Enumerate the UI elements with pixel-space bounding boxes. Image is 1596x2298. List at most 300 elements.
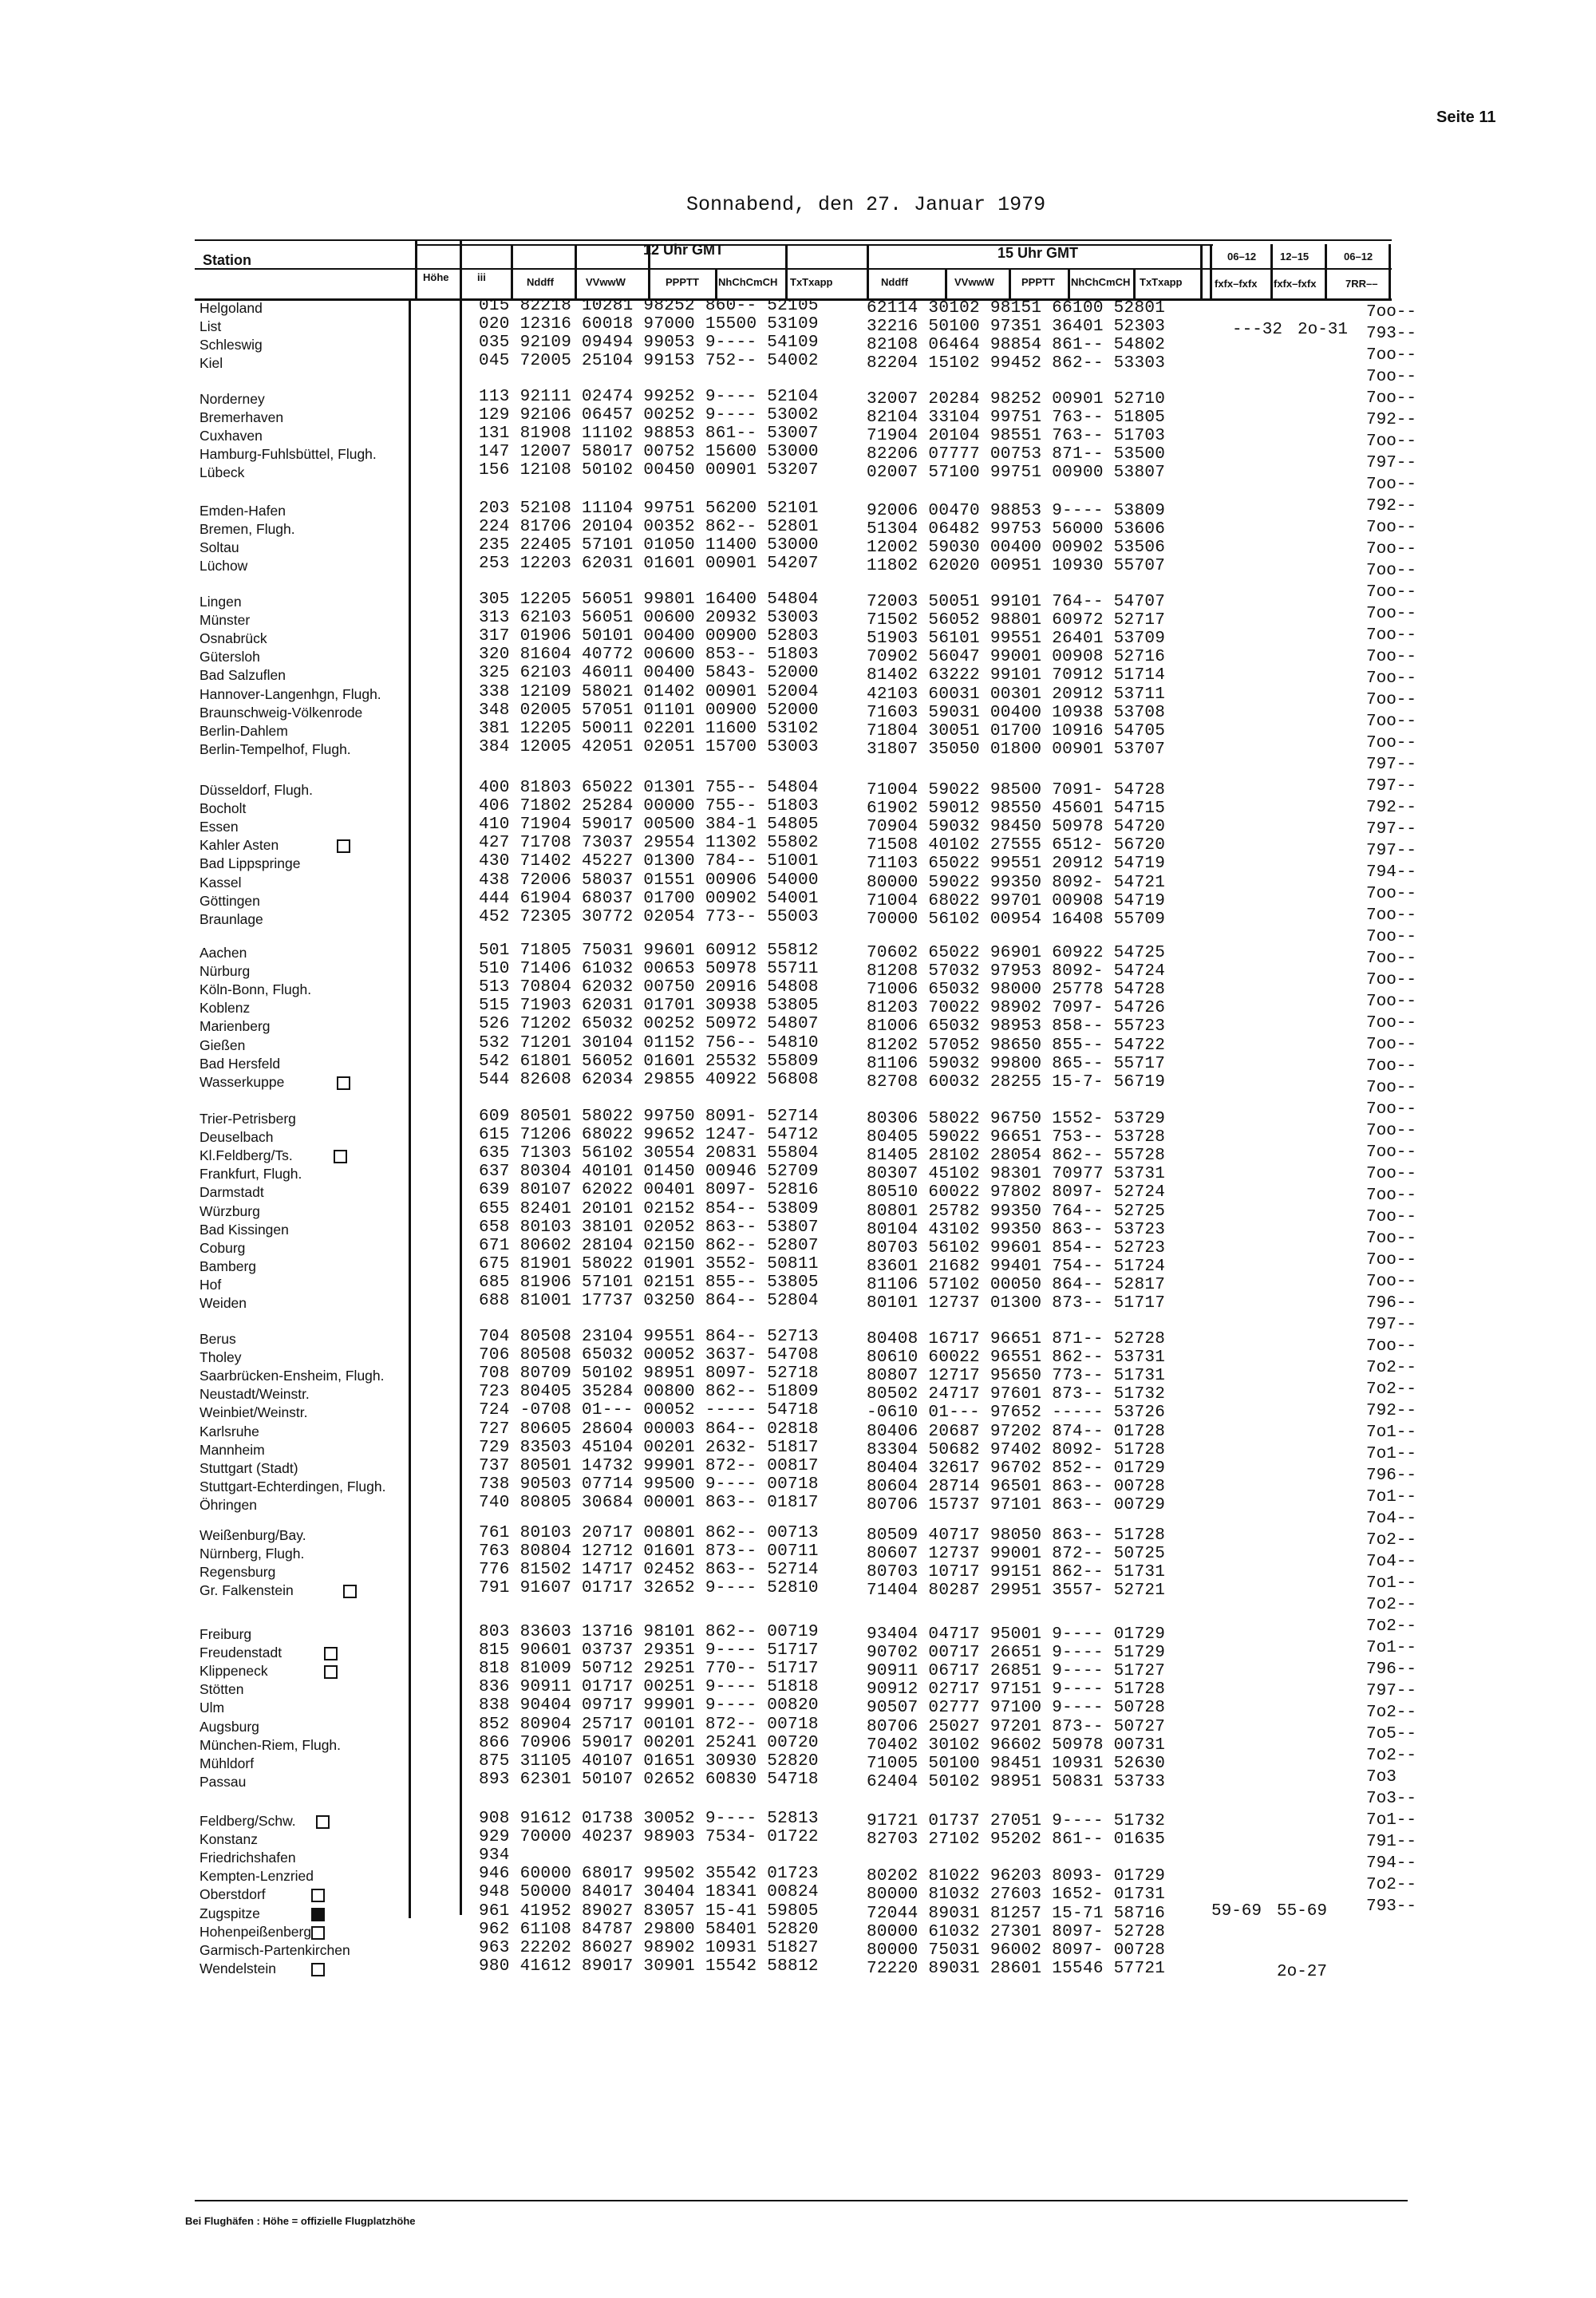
obs-12-row: 708 80709 50102 98951 8097- 52718 bbox=[479, 1364, 819, 1384]
obs-12-row: 444 61904 68037 01700 00902 54001 bbox=[479, 889, 819, 908]
station-label: Berus bbox=[200, 1331, 236, 1347]
station-name bbox=[200, 1960, 276, 1977]
precip-value: 7o2-- bbox=[1366, 1596, 1417, 1614]
obs-15-row: 81106 59032 99800 865-- 55717 bbox=[867, 1054, 1166, 1073]
station-name bbox=[200, 1527, 306, 1544]
obs-15-row: 71103 65022 99551 20912 54719 bbox=[867, 855, 1166, 874]
station-name bbox=[200, 558, 247, 574]
station-name bbox=[200, 1240, 245, 1257]
station-name bbox=[200, 1147, 293, 1164]
station-name bbox=[200, 1645, 282, 1661]
station-label: Berlin-Dahlem bbox=[200, 722, 288, 739]
obs-15-row: 72220 89031 28601 15546 57721 bbox=[867, 1959, 1166, 1978]
station-name bbox=[200, 1386, 310, 1403]
precip-value: 7o1-- bbox=[1366, 1445, 1417, 1463]
precip-value: 7oo-- bbox=[1366, 993, 1417, 1011]
precip-value: 797-- bbox=[1366, 842, 1417, 860]
obs-12-row: 015 82218 10281 98252 860-- 52105 bbox=[479, 297, 819, 315]
obs-12-row: 723 80405 35284 00800 862-- 51809 bbox=[479, 1383, 819, 1402]
station-name bbox=[200, 1831, 258, 1848]
obs-12-row: 803 83603 13716 98101 862-- 00719 bbox=[479, 1623, 819, 1641]
station-label: Koblenz bbox=[200, 1000, 251, 1017]
station-name bbox=[200, 1850, 296, 1866]
station-label: Kahler Asten bbox=[200, 837, 279, 854]
station-label: Lüchow bbox=[200, 558, 248, 574]
obs-12-row: 729 83503 45104 00201 2632- 51817 bbox=[479, 1438, 819, 1457]
obs-15-row: 80703 56102 99601 854-- 52723 bbox=[867, 1238, 1166, 1258]
obs-12-row: 946 60000 68017 99502 35542 01723 bbox=[479, 1865, 819, 1884]
obs-15-row: 80000 81032 27603 1652- 01731 bbox=[867, 1885, 1166, 1905]
obs-12-row: 963 22202 86027 98902 10931 51827 bbox=[479, 1938, 819, 1957]
header-nhch-12: NhChCmCH bbox=[718, 276, 778, 288]
station-name bbox=[200, 1497, 257, 1514]
station-label: Kl.Feldberg/Ts. bbox=[200, 1147, 293, 1164]
obs-15-row: 80406 20687 97202 874-- 01728 bbox=[867, 1422, 1166, 1441]
precip-value: 7oo-- bbox=[1366, 1100, 1417, 1119]
station-name bbox=[200, 428, 263, 444]
obs-15-row: 71508 40102 27555 6512- 56720 bbox=[867, 836, 1166, 855]
obs-15-row: 70402 30102 96602 50978 00731 bbox=[867, 1735, 1166, 1755]
precip-value: 7o1-- bbox=[1366, 1639, 1417, 1657]
station-label: Gießen bbox=[200, 1036, 246, 1053]
obs-12-row: 313 62103 56051 00600 20932 53003 bbox=[479, 609, 819, 628]
obs-15-row: 81202 57052 98650 855-- 54722 bbox=[867, 1036, 1166, 1055]
precip-value: 7o2-- bbox=[1366, 1380, 1417, 1399]
precip-value: 7o1-- bbox=[1366, 1423, 1417, 1442]
station-name bbox=[200, 1755, 254, 1772]
obs-15-row: 80306 58022 96750 1552- 53729 bbox=[867, 1110, 1166, 1128]
station-name bbox=[200, 594, 242, 610]
precip-value: 796-- bbox=[1366, 1660, 1417, 1679]
precip-value: 7oo-- bbox=[1366, 1273, 1417, 1291]
obs-15-row: 81203 70022 98902 7097- 54726 bbox=[867, 999, 1166, 1018]
obs-15-row: 80801 25782 99350 764-- 52725 bbox=[867, 1202, 1166, 1221]
precip-value: 7oo-- bbox=[1366, 1337, 1417, 1356]
station-label: Freudenstadt bbox=[200, 1645, 282, 1661]
station-name bbox=[200, 1681, 243, 1698]
station-name bbox=[200, 945, 247, 961]
obs-15-row: 80706 25027 97201 873-- 50727 bbox=[867, 1717, 1166, 1736]
station-name bbox=[200, 1813, 296, 1830]
obs-15-row: 32216 50100 97351 36401 52303 bbox=[867, 318, 1166, 337]
station-label: Garmisch-Partenkirchen bbox=[200, 1941, 350, 1958]
header-vvwww-15: VVwwW bbox=[954, 276, 994, 288]
station-name bbox=[200, 800, 246, 817]
obs-12-row: 224 81706 20104 00352 862-- 52801 bbox=[479, 518, 819, 537]
precip-value: 7oo-- bbox=[1366, 432, 1417, 451]
station-name bbox=[200, 911, 263, 928]
station-name bbox=[200, 1258, 256, 1275]
obs-15-row: 02007 57100 99751 00900 53807 bbox=[867, 464, 1166, 483]
obs-12-row: 635 71303 56102 30554 20831 55804 bbox=[479, 1144, 819, 1163]
obs-12-row: 706 80508 65032 00052 3637- 54708 bbox=[479, 1346, 819, 1365]
station-label: Hamburg-Fuhlsbüttel, Flugh. bbox=[200, 446, 377, 463]
obs-12-row: 893 62301 50107 02652 60830 54718 bbox=[479, 1770, 819, 1789]
obs-15-row: 80604 28714 96501 863-- 00728 bbox=[867, 1477, 1166, 1496]
station-name bbox=[200, 1111, 296, 1127]
obs-15-row: 90702 00717 26651 9---- 51729 bbox=[867, 1644, 1166, 1663]
obs-12-row: 948 50000 84017 30404 18341 00824 bbox=[479, 1883, 819, 1902]
station-name bbox=[200, 612, 250, 629]
station-name bbox=[200, 1018, 271, 1035]
obs-15-row: 11802 62020 00951 10930 55707 bbox=[867, 557, 1166, 576]
obs-12-row: 675 81901 58022 01901 3552- 50811 bbox=[479, 1254, 819, 1273]
obs-15-row: 62114 30102 98151 66100 52801 bbox=[867, 299, 1166, 318]
station-label: Konstanz bbox=[200, 1831, 258, 1848]
obs-12-row: 501 71805 75031 99601 60912 55812 bbox=[479, 942, 819, 960]
square-icon bbox=[337, 839, 350, 853]
station-label: Schleswig bbox=[200, 337, 263, 353]
station-name bbox=[200, 1184, 264, 1201]
obs-15-row: 90507 02777 97100 9---- 50728 bbox=[867, 1699, 1166, 1718]
precip-value: 7oo-- bbox=[1366, 476, 1417, 494]
precip-value: 7oo-- bbox=[1366, 389, 1417, 408]
station-name bbox=[200, 630, 267, 647]
precip-value: 7oo-- bbox=[1366, 1187, 1417, 1205]
obs-12-row: 934 bbox=[479, 1846, 510, 1866]
station-name bbox=[200, 1203, 260, 1220]
obs-12-row: 776 81502 14717 02452 863-- 52714 bbox=[479, 1561, 819, 1580]
precip-value: 7oo-- bbox=[1366, 713, 1417, 731]
precip-value: 797-- bbox=[1366, 777, 1417, 796]
obs-15-row: 71006 65032 98000 25778 54728 bbox=[867, 981, 1166, 1000]
precip-value: 7o4-- bbox=[1366, 1510, 1417, 1528]
obs-15-row: 80509 40717 98050 863-- 51728 bbox=[867, 1526, 1166, 1545]
station-label: Düsseldorf, Flugh. bbox=[200, 782, 314, 798]
obs-12-row: 156 12108 50102 00450 00901 53207 bbox=[479, 461, 819, 480]
station-name bbox=[200, 1074, 284, 1091]
obs-15-row: 90911 06717 26851 9---- 51727 bbox=[867, 1662, 1166, 1681]
precip-value: 7oo-- bbox=[1366, 1036, 1417, 1054]
station-label: Osnabrück bbox=[200, 630, 267, 647]
precip-value: 793-- bbox=[1366, 1897, 1417, 1916]
obs-15-row: 80104 43102 99350 863-- 53723 bbox=[867, 1220, 1166, 1239]
station-name bbox=[200, 782, 313, 799]
square-icon bbox=[343, 1585, 357, 1598]
obs-15-row: 80307 45102 98301 70977 53731 bbox=[867, 1165, 1166, 1184]
obs-12-row: 866 70906 59017 00201 25241 00720 bbox=[479, 1733, 819, 1752]
extra-zugspitze-a: 59-69 bbox=[1211, 1902, 1262, 1921]
precip-value: 794-- bbox=[1366, 863, 1417, 882]
station-label: Karlsruhe bbox=[200, 1423, 259, 1439]
obs-12-row: 400 81803 65022 01301 755-- 54804 bbox=[479, 779, 819, 797]
obs-12-row: 724 -0708 01--- 00052 ----- 54718 bbox=[479, 1401, 819, 1420]
station-label: Bocholt bbox=[200, 800, 247, 817]
station-label: Kiel bbox=[200, 355, 223, 372]
station-label: Nürburg bbox=[200, 963, 251, 980]
station-label: Münster bbox=[200, 612, 251, 629]
obs-12-row: 113 92111 02474 99252 9---- 52104 bbox=[479, 388, 819, 406]
precip-value: 7oo-- bbox=[1366, 583, 1417, 602]
precip-value: 7o1-- bbox=[1366, 1811, 1417, 1830]
obs-12-row: 317 01906 50101 00400 00900 52803 bbox=[479, 627, 819, 646]
obs-15-row: 80502 24717 97601 873-- 51732 bbox=[867, 1385, 1166, 1404]
obs-15-row: 61902 59012 98550 45601 54715 bbox=[867, 800, 1166, 819]
obs-15-row: 80610 60022 96551 862-- 53731 bbox=[867, 1348, 1166, 1368]
header-txtx-15: TxTxapp bbox=[1140, 276, 1183, 288]
station-name bbox=[200, 1166, 302, 1183]
station-label: Bremen, Flugh. bbox=[200, 521, 295, 538]
obs-12-row: 253 12203 62031 01601 00901 54207 bbox=[479, 555, 819, 574]
station-name bbox=[200, 1056, 280, 1072]
station-label: Weißenburg/Bay. bbox=[200, 1527, 306, 1543]
station-name bbox=[200, 686, 381, 703]
precip-value: 7oo-- bbox=[1366, 1230, 1417, 1248]
obs-12-row: 908 91612 01738 30052 9---- 52813 bbox=[479, 1810, 819, 1828]
station-label: Gr. Falkenstein bbox=[200, 1582, 294, 1599]
station-label: Gütersloh bbox=[200, 649, 260, 665]
station-name bbox=[200, 355, 223, 372]
obs-15-row: 71502 56052 98801 60972 52717 bbox=[867, 611, 1166, 630]
station-label: Braunschweig-Völkenrode bbox=[200, 704, 363, 721]
obs-12-row: 320 81604 40772 00600 853-- 51803 bbox=[479, 646, 819, 665]
precip-value: 7oo-- bbox=[1366, 1122, 1417, 1140]
station-name bbox=[200, 1368, 385, 1384]
precip-value: 7oo-- bbox=[1366, 669, 1417, 688]
obs-12-row: 406 71802 25284 00000 755-- 51803 bbox=[479, 797, 819, 816]
precip-value: 7o5-- bbox=[1366, 1725, 1417, 1743]
station-label: List bbox=[200, 318, 222, 335]
obs-15-row: 82703 27102 95202 861-- 01635 bbox=[867, 1830, 1166, 1850]
station-name bbox=[200, 723, 288, 740]
station-label: Regensburg bbox=[200, 1564, 276, 1581]
precip-value: 7oo-- bbox=[1366, 605, 1417, 623]
obs-15-row: 82708 60032 28255 15-7- 56719 bbox=[867, 1072, 1166, 1092]
station-label: Marienberg bbox=[200, 1018, 271, 1035]
precip-value: 794-- bbox=[1366, 1854, 1417, 1873]
station-label: Bamberg bbox=[200, 1258, 257, 1274]
obs-15-row: 81006 65032 98953 858-- 55723 bbox=[867, 1017, 1166, 1036]
station-label: Lübeck bbox=[200, 464, 245, 481]
station-label: Emden-Hafen bbox=[200, 503, 286, 519]
obs-12-row: 639 80107 62022 00401 8097- 52816 bbox=[479, 1181, 819, 1200]
obs-12-row: 655 82401 20101 02152 854-- 53809 bbox=[479, 1199, 819, 1218]
station-name bbox=[200, 875, 242, 891]
station-label: Klippeneck bbox=[200, 1663, 268, 1680]
station-label: Feldberg/Schw. bbox=[200, 1813, 296, 1829]
obs-15-row: 70902 56047 99001 00908 52716 bbox=[867, 648, 1166, 667]
station-label: Nürnberg, Flugh. bbox=[200, 1546, 305, 1562]
obs-12-row: 704 80508 23104 99551 864-- 52713 bbox=[479, 1328, 819, 1346]
obs-12-row: 637 80304 40101 01450 00946 52709 bbox=[479, 1163, 819, 1182]
header-r2-sub: fxfx–fxfx bbox=[1274, 278, 1317, 290]
header-15-uhr: 15 Uhr GMT bbox=[998, 245, 1079, 261]
precip-value: 7o3-- bbox=[1366, 1790, 1417, 1808]
obs-12-row: 438 72006 58037 01551 00906 54000 bbox=[479, 871, 819, 890]
station-label: Bad Hersfeld bbox=[200, 1055, 281, 1072]
obs-12-row: 035 92109 09494 99053 9---- 54109 bbox=[479, 334, 819, 353]
station-name bbox=[200, 391, 265, 408]
station-label: Bad Kissingen bbox=[200, 1221, 289, 1238]
obs-12-row: 727 80605 28604 00003 864-- 02818 bbox=[479, 1419, 819, 1439]
precip-value: 797-- bbox=[1366, 454, 1417, 472]
station-name bbox=[200, 1886, 266, 1903]
obs-15-row: 80101 12737 01300 873-- 51717 bbox=[867, 1294, 1166, 1313]
obs-15-row: 80202 81022 96203 8093- 01729 bbox=[867, 1867, 1166, 1886]
precip-value: 7oo-- bbox=[1366, 303, 1417, 322]
station-name bbox=[200, 1868, 314, 1885]
station-name bbox=[200, 963, 250, 980]
obs-12-row: 452 72305 30772 02054 773-- 55003 bbox=[479, 907, 819, 926]
obs-12-row: 791 91607 01717 32652 9---- 52810 bbox=[479, 1579, 819, 1598]
station-label: Augsburg bbox=[200, 1718, 259, 1735]
station-label: Mühldorf bbox=[200, 1755, 255, 1771]
precip-value: 7oo-- bbox=[1366, 519, 1417, 537]
obs-15-row: 51903 56101 99551 26401 53709 bbox=[867, 630, 1166, 649]
station-label: Trier-Petrisberg bbox=[200, 1111, 296, 1127]
header-ppptt-12: PPPTT bbox=[666, 276, 699, 288]
obs-12-row: 615 71206 68022 99652 1247- 54712 bbox=[479, 1126, 819, 1145]
page-title: Sonnabend, den 27. Januar 1979 bbox=[686, 193, 1046, 216]
precip-value: 7oo-- bbox=[1366, 368, 1417, 386]
obs-15-row: 82206 07777 00753 871-- 53500 bbox=[867, 445, 1166, 464]
precip-value: 7oo-- bbox=[1366, 885, 1417, 903]
station-label: Darmstadt bbox=[200, 1184, 264, 1201]
obs-12-row: 430 71402 45227 01300 784-- 51001 bbox=[479, 852, 819, 871]
header-iii: iii bbox=[477, 271, 486, 283]
square-icon bbox=[311, 1963, 325, 1976]
station-name bbox=[200, 446, 377, 463]
header-12-uhr: 12 Uhr GMT bbox=[643, 242, 725, 258]
obs-15-row: 80000 75031 96002 8097- 00728 bbox=[867, 1941, 1166, 1960]
square-icon bbox=[337, 1076, 350, 1090]
precip-value: 7o1-- bbox=[1366, 1574, 1417, 1593]
station-name bbox=[200, 318, 221, 335]
station-label: Coburg bbox=[200, 1239, 246, 1256]
station-name bbox=[200, 337, 263, 353]
obs-12-row: 763 80804 12712 01601 873-- 00711 bbox=[479, 1542, 819, 1562]
station-label: Helgoland bbox=[200, 300, 263, 316]
header-r2: 12–15 bbox=[1280, 251, 1310, 263]
obs-12-row: 875 31105 40107 01651 30930 52820 bbox=[479, 1751, 819, 1771]
header-vvwww-12: VVwwW bbox=[586, 276, 626, 288]
station-label: Hohenpeißenberg bbox=[200, 1923, 312, 1940]
station-label: München-Riem, Flugh. bbox=[200, 1736, 342, 1753]
obs-15-row: -0610 01--- 97652 ----- 53726 bbox=[867, 1404, 1166, 1423]
obs-12-row: 515 71903 62031 01701 30938 53805 bbox=[479, 997, 819, 1016]
station-label: Norderney bbox=[200, 391, 265, 407]
header-txtx-12: TxTxapp bbox=[790, 276, 833, 288]
station-label: Soltau bbox=[200, 539, 239, 556]
station-name bbox=[200, 1546, 304, 1562]
precip-value: 7o3 bbox=[1366, 1768, 1396, 1787]
obs-15-row: 71005 50100 98451 10931 52630 bbox=[867, 1754, 1166, 1773]
obs-15-row: 62404 50102 98951 50831 53733 bbox=[867, 1772, 1166, 1791]
obs-15-row: 81106 57102 00050 864-- 52817 bbox=[867, 1275, 1166, 1294]
precip-value: 7oo-- bbox=[1366, 950, 1417, 968]
obs-15-row: 82104 33104 99751 763-- 51805 bbox=[867, 409, 1166, 428]
obs-12-row: 532 71201 30104 01152 756-- 54810 bbox=[479, 1033, 819, 1052]
obs-12-row: 542 61801 56052 01601 25532 55809 bbox=[479, 1052, 819, 1071]
station-label: Wasserkuppe bbox=[200, 1073, 285, 1090]
obs-12-row: 852 80904 25717 00101 872-- 00718 bbox=[479, 1715, 819, 1734]
obs-15-row: 72003 50051 99101 764-- 54707 bbox=[867, 593, 1166, 611]
station-name bbox=[200, 1700, 224, 1716]
obs-12-row: 961 41952 89027 83057 15-41 59805 bbox=[479, 1901, 819, 1921]
obs-12-row: 203 52108 11104 99751 56200 52101 bbox=[479, 499, 819, 518]
header-ppptt-15: PPPTT bbox=[1021, 276, 1055, 288]
station-name bbox=[200, 893, 260, 910]
obs-15-row: 71404 80287 29951 3557- 52721 bbox=[867, 1581, 1166, 1601]
station-name bbox=[200, 1037, 245, 1054]
footnote: Bei Flughäfen : Höhe = offizielle Flugplatzhöhe bbox=[185, 2215, 416, 2227]
precip-value: 7oo-- bbox=[1366, 734, 1417, 752]
station-label: Neustadt/Weinstr. bbox=[200, 1386, 310, 1403]
obs-15-row: 71603 59031 00400 10938 53708 bbox=[867, 703, 1166, 722]
obs-12-row: 410 71904 59017 00500 384-1 54805 bbox=[479, 815, 819, 835]
station-name bbox=[200, 1905, 260, 1922]
page-number: Seite 11 bbox=[1436, 109, 1496, 126]
station-name bbox=[200, 464, 244, 481]
precip-value: 797-- bbox=[1366, 820, 1417, 839]
station-label: Stuttgart-Echterdingen, Flugh. bbox=[200, 1478, 386, 1494]
precip-value: 7oo-- bbox=[1366, 626, 1417, 645]
obs-12-row: 740 80805 30684 00001 863-- 01817 bbox=[479, 1493, 819, 1512]
precip-value: 7oo-- bbox=[1366, 906, 1417, 925]
header-nddff-12: Nddff bbox=[527, 276, 554, 288]
obs-12-row: 929 70000 40237 98903 7534- 01722 bbox=[479, 1828, 819, 1847]
station-label: Kassel bbox=[200, 874, 242, 890]
extra-wendelstein-b: 2o-27 bbox=[1277, 1963, 1328, 1981]
station-name bbox=[200, 503, 286, 519]
precip-value: 7oo-- bbox=[1366, 1014, 1417, 1033]
precip-value: 7oo-- bbox=[1366, 928, 1417, 946]
precip-value: 7oo-- bbox=[1366, 562, 1417, 580]
station-label: Lingen bbox=[200, 594, 242, 610]
header-r1-sub: fxfx–fxfx bbox=[1215, 278, 1258, 290]
obs-12-row: 513 70804 62032 00750 20916 54808 bbox=[479, 978, 819, 997]
station-name bbox=[200, 1924, 311, 1941]
station-label: Oberstdorf bbox=[200, 1886, 266, 1903]
station-name bbox=[200, 667, 286, 684]
precip-value: 7oo-- bbox=[1366, 1165, 1417, 1183]
station-label: Hannover-Langenhgn, Flugh. bbox=[200, 685, 381, 702]
obs-15-row: 80607 12737 99001 872-- 50725 bbox=[867, 1545, 1166, 1564]
station-label: Kempten-Lenzried bbox=[200, 1868, 314, 1885]
obs-12-row: 737 80501 14732 99901 872-- 00817 bbox=[479, 1456, 819, 1475]
station-label: Essen bbox=[200, 819, 239, 835]
precip-value: 797-- bbox=[1366, 1682, 1417, 1700]
station-label: Hof bbox=[200, 1276, 222, 1293]
obs-15-row: 32007 20284 98252 00901 52710 bbox=[867, 390, 1166, 409]
obs-12-row: 325 62103 46011 00400 5843- 52000 bbox=[479, 664, 819, 683]
obs-12-row: 235 22405 57101 01050 11400 53000 bbox=[479, 536, 819, 555]
station-label: Bad Salzuflen bbox=[200, 667, 286, 684]
precip-value: 7o2-- bbox=[1366, 1617, 1417, 1636]
obs-15-row: 81405 28102 28054 862-- 55728 bbox=[867, 1147, 1166, 1166]
station-label: Freiburg bbox=[200, 1626, 252, 1642]
obs-12-row: 129 92106 06457 00252 9---- 53002 bbox=[479, 406, 819, 425]
precip-value: 791-- bbox=[1366, 1833, 1417, 1851]
obs-12-row: 427 71708 73037 29554 11302 55802 bbox=[479, 834, 819, 853]
obs-12-row: 738 90503 07714 99500 9---- 00718 bbox=[479, 1475, 819, 1494]
header-r1: 06–12 bbox=[1227, 251, 1257, 263]
square-icon bbox=[324, 1647, 338, 1660]
obs-15-row: 80000 61032 27301 8097- 52728 bbox=[867, 1922, 1166, 1941]
obs-15-row: 90912 02717 97151 9---- 51728 bbox=[867, 1680, 1166, 1700]
station-name bbox=[200, 1423, 259, 1440]
precip-value: 796-- bbox=[1366, 1467, 1417, 1485]
precip-value: 792-- bbox=[1366, 411, 1417, 429]
obs-12-row: 384 12005 42051 02051 15700 53003 bbox=[479, 737, 819, 756]
station-label: Weiden bbox=[200, 1295, 247, 1311]
obs-12-row: 544 82608 62034 29855 40922 56808 bbox=[479, 1070, 819, 1089]
station-name bbox=[200, 1719, 259, 1735]
station-name bbox=[200, 1129, 273, 1146]
obs-15-row: 81402 63222 99101 70912 51714 bbox=[867, 666, 1166, 685]
obs-12-row: 658 80103 38101 02052 863-- 53807 bbox=[479, 1218, 819, 1237]
obs-12-row: 838 90404 09717 99901 9---- 00820 bbox=[479, 1696, 819, 1716]
